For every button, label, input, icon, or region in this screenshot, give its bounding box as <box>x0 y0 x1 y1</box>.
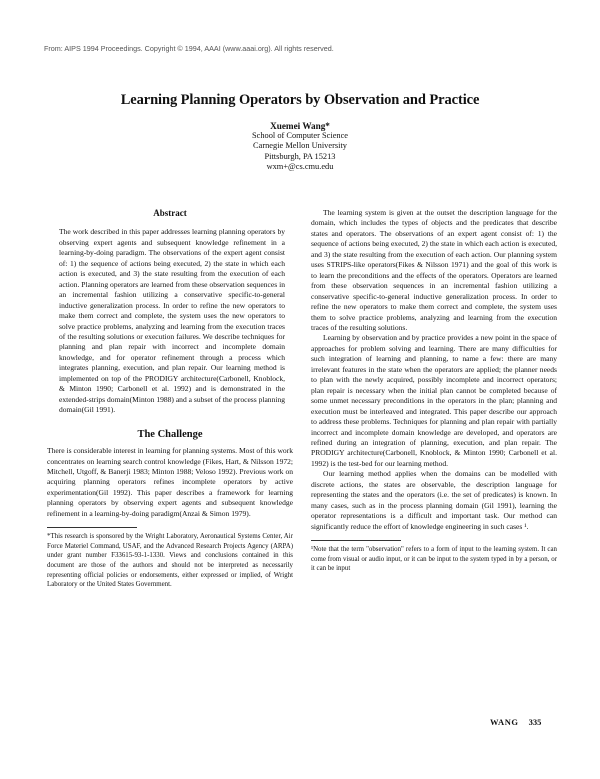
footnote-divider <box>311 540 401 541</box>
body-paragraph: The learning system is given at the outset the description language for the domain, which includes the types of objects and the predicates that describe states and operators. The observations of an expert agent consist of: 1) the sequence of actions being executed, 2) the state in which each action is executed, and 3) the state resulting from the execution of each action. Our planning system uses STRIPS-like operators(Fikes & Nilsson 1971) and the goal of this work is to learn the preconditions and the effects of the operators. Operators are learned from these observation sequences in an incremental fashion utilizing a conservative specific-to-general inductive generalization process. In order to refine the new operators to make them correct and complete, the system uses them to solve practice problems, analyzing and learning from the execution traces of the resulting solutions. <box>311 208 557 332</box>
right-column <box>311 208 557 574</box>
page-number: 335 <box>528 717 542 727</box>
running-footer-author: WANG <box>490 717 519 727</box>
page-footer <box>490 717 560 727</box>
affiliation-line: Pittsburgh, PA 15213 <box>264 151 336 161</box>
affiliation-line: School of Computer Science <box>251 131 349 141</box>
footnote-divider <box>47 527 137 528</box>
body-paragraph: Our learning method applies when the domains can be modelled with discrete actions, the states are observable, the description language for representing the states and the operators (i.e. the set of predicates) is known. In many cases, such as in the process planning domain (Gil 1991), learning the operator representations is a difficult and important task. Our method can significantly reduce the effort of knowledge engineering in such cases ¹. <box>311 469 557 531</box>
body-paragraph: Learning by observation and by practice provides a new point in the space of approaches for problem solving and learning. There are many difficulties for such integration of learning and planning, to name a few: there are many irrelevant features in the state when the operators are applied; the planner needs to plan with the newly acquired, possibly incomplete and incorrect operators; plan repair is necessary when the initial plan cannot be completed because of some unmet necessary preconditions in the operators in the plan; planning and execution must be interleaved and integrated. This paper describe our approach to address these problems. Techniques for planning and plan repair with partially incorrect and incomplete domain knowledge are developed, and operators are refined during an integration of planning, execution, and plan repair. The PRODIGY architecture(Carbonell, Knoblock, & Minton 1990; Carbonell et al. 1992) is the test-bed for our learning method. <box>311 333 557 468</box>
footnote-observation: ¹Note that the term "observation" refers to a form of input to the learning system. It can come from visual or audio input, or it can be input to the system typed in by a person, or it can be input <box>311 546 557 573</box>
challenge-paragraph: There is considerable interest in learning for planning systems. Most of this work concentrates on learning search control knowledge (Fikes, Hart, & Nilsson 1972; Mitchell, Utgoff, & Banerji 1983; Minton 1988; Veloso 1992). Previous work on acquiring planning operators refines incomplete operators by active experimentation(Gil 1992). This paper describes a framework for learning planning operators by observing expert agents and subsequent knowledge refinement in a learning-by-doing paradigm(Anzai & Simon 1979). <box>47 446 293 518</box>
author-name: Xuemei Wang* <box>270 121 330 131</box>
section-heading-challenge: The Challenge <box>137 428 203 440</box>
affiliation-line: Carnegie Mellon University <box>253 141 347 151</box>
author-email: wxm+@cs.cmu.edu <box>266 161 334 171</box>
author-block <box>180 121 420 172</box>
left-column <box>47 208 293 590</box>
footnote-sponsorship: *This research is sponsored by the Wright Laboratory, Aeronautical Systems Center, Air Force Materiel Command, USAF, and the Advanced Research Projects Agency (ARPA) under grant number F33615-93-1-1330. Views and conclusions contained in this document are those of the authors and should not be interpreted as necessarily representing official policies or endorsements, either expressed or implied, of Wright Laboratory or the United States Government. <box>47 533 293 589</box>
copyright-line: From: AIPS 1994 Proceedings. Copyright © 1994, AAAI (www.aaai.org). All rights reserved. <box>44 44 334 53</box>
abstract-heading: Abstract <box>153 208 187 218</box>
abstract-body: The work described in this paper addresses learning planning operators by observing expert agents and subsequent knowledge refinement in a learning-by-doing paradigm. The observations of the expert agent consist of: 1) the sequence of actions being executed, 2) the state in which each action is executed, and 3) the state resulting from the execution of each action. Planning operators are learned from these observation sequences in an incremental fashion utilizing a conservative specific-to-general inductive generalization process. In order to refine the new operators to make them correct and complete, the system uses the new operators to solve practice problems, analyzing and learning from the execution traces of the resulting solutions or execution failures. We describe techniques for planning and plan repair with incorrect and incomplete domain knowledge, and for operator refinement through a process which integrates planning, execution, and plan repair. Our learning method is implemented on top of the PRODIGY architecture(Carbonell, Knoblock, & Minton 1990; Carbonell et al. 1992) and is demonstrated in the extended-strips domain(Minton 1988) and a subset of the process planning domain(Gil 1991). <box>59 227 285 415</box>
paper-title: Learning Planning Operators by Observation and Practice <box>120 92 480 108</box>
